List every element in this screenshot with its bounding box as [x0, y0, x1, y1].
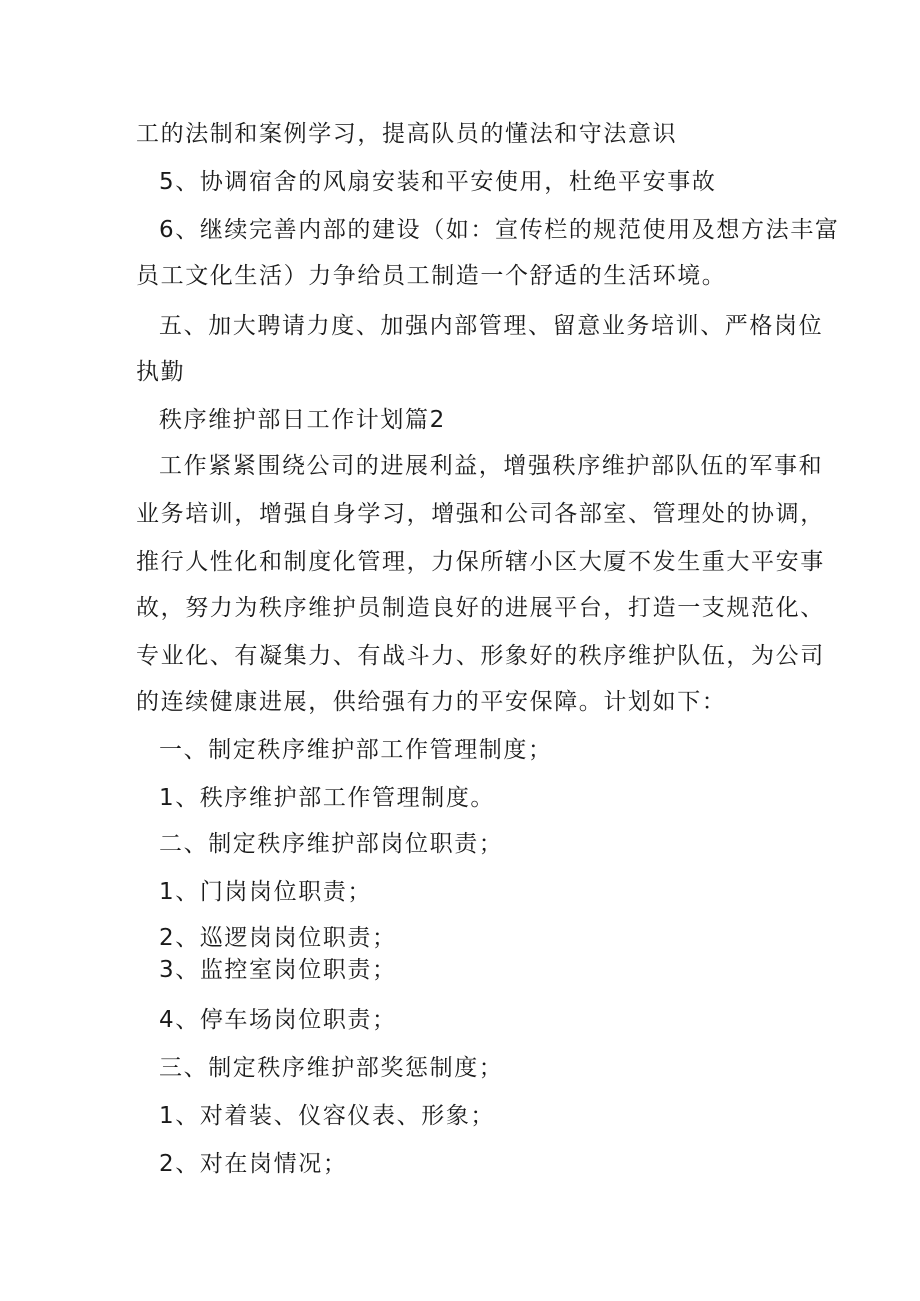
section-heading: 二、制定秩序维护部岗位职责；: [159, 831, 504, 857]
list-item: 2、巡逻岗岗位职责；: [159, 925, 397, 951]
list-item: 1、对着装、仪容仪表、形象；: [159, 1103, 496, 1129]
paragraph-line: 执勤: [136, 359, 186, 385]
list-item: 4、停车场岗位职责；: [159, 1007, 397, 1033]
paragraph-line: 的连续健康进展，供给强有力的平安保障。计划如下：: [136, 689, 727, 715]
paragraph-line: 专业化、有凝集力、有战斗力、形象好的秩序维护队伍，为公司: [136, 643, 825, 669]
section-heading: 三、制定秩序维护部奖惩制度；: [159, 1055, 504, 1081]
paragraph-line: 推行人性化和制度化管理，力保所辖小区大厦不发生重大平安事: [136, 549, 825, 575]
document-title: 秩序维护部日工作计划篇2: [159, 407, 446, 433]
paragraph-line: 故，努力为秩序维护员制造良好的进展平台，打造一支规范化、: [136, 595, 825, 621]
section-heading: 一、制定秩序维护部工作管理制度；: [159, 737, 553, 763]
paragraph-line: 工作紧紧围绕公司的进展利益，增强秩序维护部队伍的军事和: [159, 453, 824, 479]
paragraph-line: 员工文化生活）力争给员工制造一个舒适的生活环境。: [136, 263, 727, 289]
list-item: 2、对在岗情况；: [159, 1151, 348, 1177]
section-heading: 五、加大聘请力度、加强内部管理、留意业务培训、严格岗位: [159, 313, 824, 339]
list-item: 1、秩序维护部工作管理制度。: [159, 785, 496, 811]
paragraph-line: 工的法制和案例学习，提高队员的懂法和守法意识: [136, 121, 678, 147]
paragraph-line: 业务培训，增强自身学习，增强和公司各部室、管理处的协调，: [136, 501, 825, 527]
list-item: 5、协调宿舍的风扇安装和平安使用，杜绝平安事故: [159, 169, 717, 195]
list-item: 3、监控室岗位职责；: [159, 957, 397, 983]
list-item: 1、门岗岗位职责；: [159, 879, 373, 905]
list-item: 6、继续完善内部的建设（如：宣传栏的规范使用及想方法丰富: [159, 217, 840, 243]
